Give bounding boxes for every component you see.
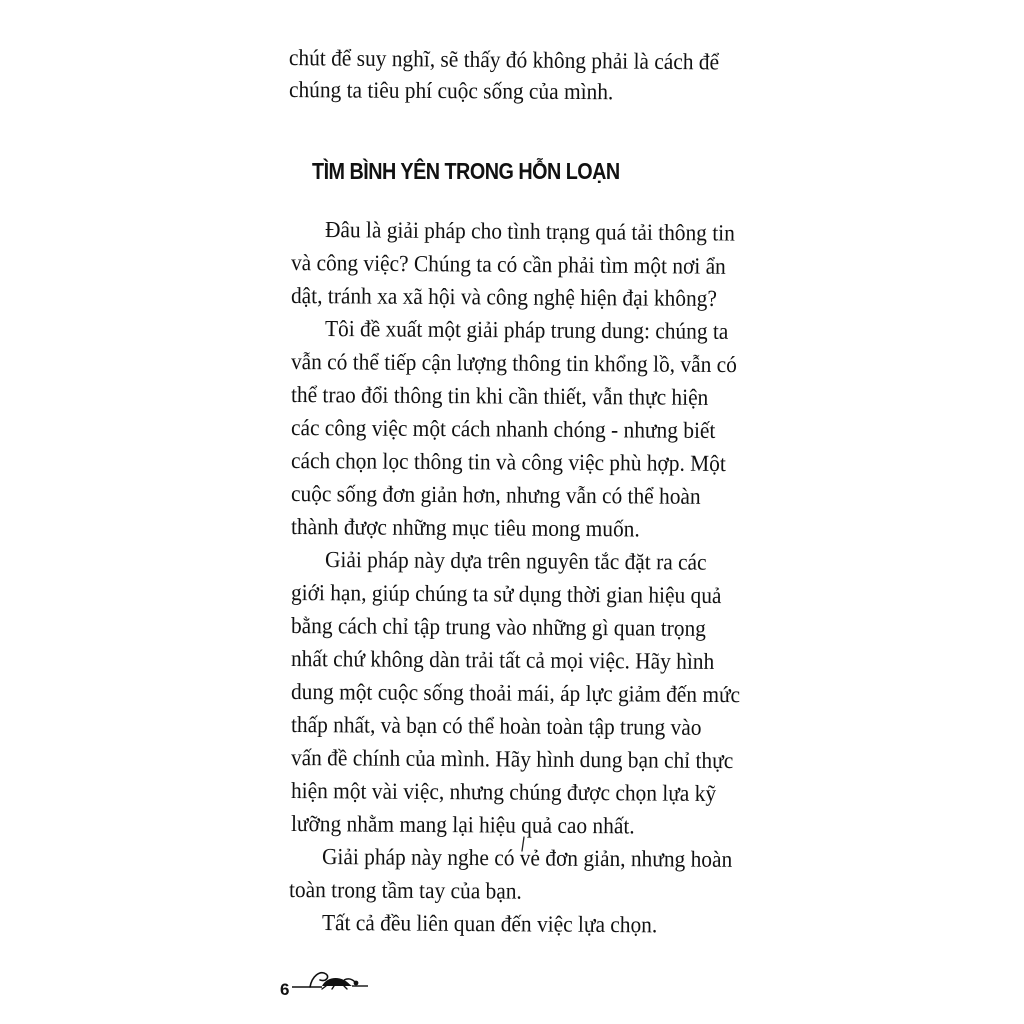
text-line: chút để suy nghĩ, sẽ thấy đó không phải là cách để — [288, 45, 720, 75]
text-line: Đâu là giải pháp cho tình trạng quá tải thông tin — [324, 217, 735, 246]
text-line: Tôi đề xuất một giải pháp trung dung: chúng ta — [324, 316, 729, 344]
text-line: Tất cả đều liên quan đến việc lựa chọn. — [321, 910, 658, 938]
text-line: bằng cách chỉ tập trung vào những gì quan trọng — [290, 613, 707, 641]
text-line: cuộc sống đơn giản hơn, nhưng vẫn có thể hoàn — [290, 481, 701, 509]
text-line: dung một cuộc sống thoải mái, áp lực giảm đến mức — [290, 679, 741, 708]
text-line: thể trao đổi thông tin khi cần thiết, vẫn thực hiện — [290, 382, 709, 410]
text-line: Giải pháp này dựa trên nguyên tắc đặt ra các — [324, 547, 707, 575]
text-line: vấn đề chính của mình. Hãy hình dung bạn chỉ thực — [290, 745, 734, 774]
text-line: toàn trong tầm tay của bạn. — [288, 877, 522, 904]
text-line: cách chọn lọc thông tin và công việc phù hợp. Một — [290, 448, 726, 477]
turtle-ornament-icon — [292, 964, 372, 990]
text-line: hiện một vài việc, nhưng chúng được chọn lựa kỹ — [290, 778, 717, 806]
text-line: dật, tránh xa xã hội và công nghệ hiện đại không? — [290, 283, 717, 311]
text-line: giới hạn, giúp chúng ta sử dụng thời gian hiệu quả — [290, 580, 722, 609]
text-line: và công việc? Chúng ta có cần phải tìm một nơi ẩn — [290, 250, 726, 279]
text-line: chúng ta tiêu phí cuộc sống của mình. — [288, 77, 614, 105]
text-line: thấp nhất, và bạn có thể hoàn toàn tập trung vào — [290, 712, 702, 740]
text-line: lưỡng nhằm mang lại hiệu quả cao nhất. — [290, 811, 635, 839]
text-line: thành được những mục tiêu mong muốn. — [290, 514, 640, 542]
pen-mark — [515, 835, 531, 865]
page-number: 6 — [280, 980, 290, 999]
text-line: vẫn có thể tiếp cận lượng thông tin khổng lồ, vẫn có — [290, 349, 737, 378]
text-line: Giải pháp này nghe có vẻ đơn giản, nhưng hoàn — [321, 844, 733, 872]
text-line: các công việc một cách nhanh chóng - nhưng biết — [290, 415, 716, 443]
text-line: nhất chứ không dàn trải tất cả mọi việc. Hãy hình — [290, 646, 715, 674]
section-heading: TÌM BÌNH YÊN TRONG HỖN LOẠN — [312, 158, 620, 184]
page-footer — [280, 980, 289, 1000]
